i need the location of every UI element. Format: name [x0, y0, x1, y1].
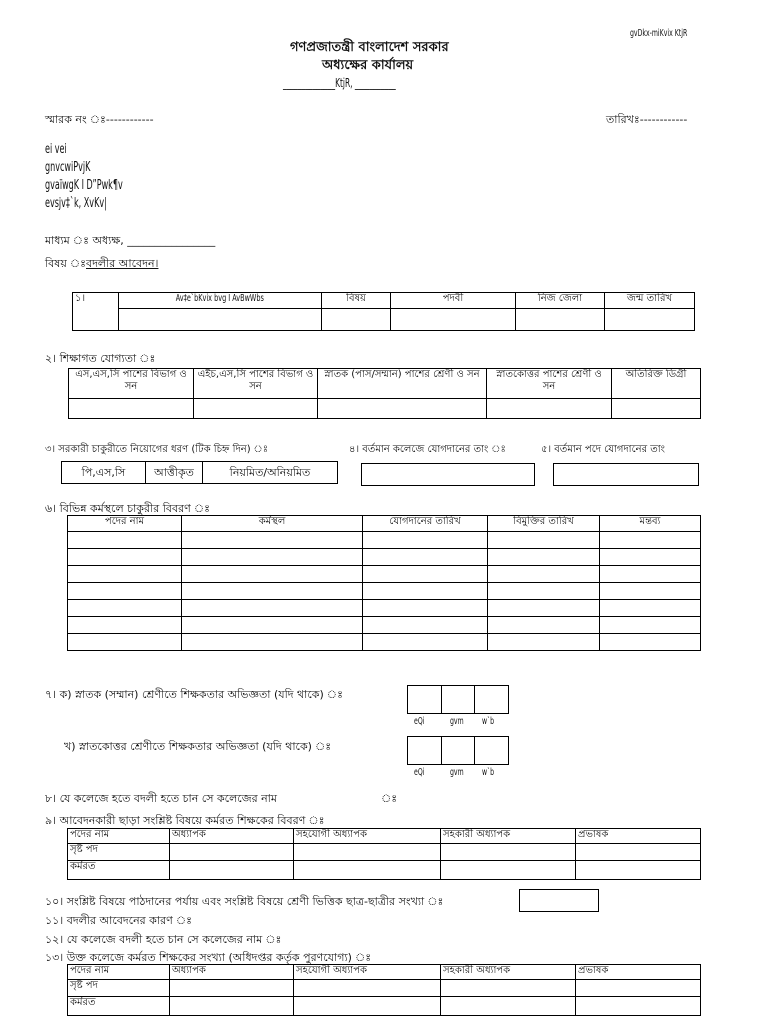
col-post-name: পদের নাম: [68, 965, 170, 980]
table-row: [68, 634, 701, 651]
section-4-title: ৪। বর্তমান কলেজে যোগদানের তাং ঃ: [349, 444, 506, 455]
section-13-title: ১৩। উক্ত কলেজে কর্মরত শিক্ষকের সংখ্যা (অধিদপ্তর কর্তৃক পুরণযোগ্য) ঃ: [45, 951, 372, 964]
input-degree[interactable]: [318, 399, 487, 419]
unit-day: w`b: [482, 767, 495, 778]
college-line: ______________KtjR, ___________: [283, 76, 396, 90]
unit-year: eQi: [414, 767, 425, 778]
row-working: কর্মরত: [68, 861, 170, 880]
option-absorbed[interactable]: আত্তীকৃত: [146, 462, 203, 484]
section-12-title: ১২। যে কলেজে বদলী হতে চান সে কলেজের নাম ঃ: [45, 933, 282, 946]
col-associate-professor: সহযোগী অধ্যাপক: [294, 965, 441, 980]
education-table: [68, 368, 701, 419]
current-post-join-date-input[interactable]: [553, 463, 699, 486]
input-subject[interactable]: [322, 309, 391, 331]
col-extra-degree: অতিরিক্ত ডিগ্রী: [612, 369, 701, 399]
col-lecturer: প্রভাষক: [576, 965, 701, 980]
col-masters: স্নাতকোত্তর পাশের শ্রেণী ও সন: [487, 369, 612, 399]
col-assistant-professor: সহকারী অধ্যাপক: [441, 829, 576, 844]
col-home-district: নিজ জেলা: [516, 293, 605, 309]
col-lecturer: প্রভাষক: [576, 829, 701, 844]
input-home-district[interactable]: [516, 309, 605, 331]
col-birth-date: জন্ম তারিখ: [605, 293, 695, 309]
section-5-title: ৫। বর্তমান পদে যোগদানের তাং: [541, 444, 665, 455]
col-join-date: যোগদানের তারিখ: [363, 516, 488, 532]
table-row: [68, 600, 701, 617]
through-line: মাধ্যম ঃ অধ্যক্ষ, ________________: [45, 234, 216, 247]
section-3-title: ৩। সরকারী চাকুরীতে নিয়োগের ধরণ (টিক চিহ্ন দিন) ঃ: [45, 444, 269, 455]
section-6-title: ৬। বিভিন্ন কর্মস্থলে চাকুরীর বিবরণ ঃ: [45, 502, 211, 515]
recipient-line-1: ei vei: [45, 142, 67, 157]
table-row: [68, 617, 701, 634]
section-11-title: ১১। বদলীর আবেদনের কারণ ঃ: [45, 914, 192, 927]
section-7b-title: খ) স্নাতকোত্তর শ্রেণীতে শিক্ষকতার অভিজ্ঞতা (যদি থাকে) ঃ: [64, 740, 332, 753]
subject-text: বদলীর আবেদন।: [86, 257, 159, 270]
recipient-line-3: gvaïwgK I D”Pwk¶v: [45, 178, 123, 193]
table-row: [68, 566, 701, 583]
teachers-in-subject-table: [67, 828, 701, 880]
col-ssc: এস,এস,সি পাশের বিভাগ ও সন: [69, 369, 194, 399]
col-professor: অধ্যাপক: [170, 965, 294, 980]
office-title: অধ্যক্ষের কার্যালয়: [322, 58, 414, 73]
col-professor: অধ্যাপক: [170, 829, 294, 844]
appointment-type-options: [61, 461, 338, 484]
input-masters[interactable]: [487, 399, 612, 419]
table-row: [68, 532, 701, 549]
target-college-teachers-table: [67, 964, 701, 1016]
recipient-line-4: evsjv‡`k, XvKv|: [45, 196, 107, 211]
input-applicant-name[interactable]: [119, 309, 322, 331]
col-post-name: পদের নাম: [68, 516, 182, 532]
masters-experience-input[interactable]: [407, 736, 509, 765]
row-working: কর্মরত: [68, 997, 170, 1016]
memo-number: স্মারক নং ঃ------------: [45, 113, 154, 126]
col-post-name: পদের নাম: [68, 829, 170, 844]
date-label: তারিখঃ------------: [606, 113, 688, 126]
col-hsc: এইচ,এস,সি পাশের বিভাগ ও সন: [194, 369, 318, 399]
table-row: [68, 583, 701, 600]
serial-number: ১।: [73, 293, 119, 331]
section-8-title: ৮। যে কলেজে হতে বদলী হতে চান সে কলেজের নাম: [45, 792, 277, 805]
subject-label: বিষয় ঃ: [45, 257, 87, 270]
option-psc[interactable]: পি,এস,সি: [62, 462, 146, 484]
government-title: গণপ্রজাতন্ত্রী বাংলাদেশ সরকার: [290, 40, 449, 55]
input-extra-degree[interactable]: [612, 399, 701, 419]
section-7a-title: ৭। ক) স্নাতক (সম্মান) শ্রেণীতে শিক্ষকতার অভিজ্ঞতা (যদি থাকে) ঃ: [45, 688, 343, 701]
row-sanctioned-posts: সৃষ্ট পদ: [68, 844, 170, 861]
section-10-title: ১০। সংশ্লিষ্ট বিষয়ে পাঠদানের পর্যায় এবং সংশ্লিষ্ট বিষয়ে শ্রেণী ভিত্তিক ছাত্র-ছাত্রীর সংখ্যা ঃ: [45, 895, 444, 908]
unit-month: gvm: [450, 767, 464, 778]
col-degree: স্নাতক (পাস/সম্মান) পাশের শ্রেণী ও সন: [318, 369, 487, 399]
unit-day: w`b: [482, 716, 495, 727]
col-applicant-name: Av‡e`bKvix bvg I AvBwWbs: [119, 293, 322, 309]
col-remarks: মন্তব্য: [600, 516, 701, 532]
row-sanctioned-posts: সৃষ্ট পদ: [68, 980, 170, 997]
col-release-date: বিমুক্তির তারিখ: [488, 516, 600, 532]
col-subject: বিষয়: [322, 293, 391, 309]
service-history-table: [67, 515, 701, 651]
honours-experience-input[interactable]: [407, 685, 509, 714]
table-row: [68, 549, 701, 566]
section-2-title: ২। শিক্ষাগত যোগ্যতা ঃ: [45, 352, 156, 365]
col-designation: পদবী: [391, 293, 516, 309]
unit-year: eQi: [414, 716, 425, 727]
form-code: gvDkx-miKvix KtjR: [630, 28, 688, 39]
applicant-info-table: [72, 292, 695, 331]
option-regular-irregular[interactable]: নিয়মিত/অনিয়মিত: [203, 462, 338, 484]
input-hsc[interactable]: [194, 399, 318, 419]
section-8-colon: ঃ: [381, 792, 398, 805]
student-count-input[interactable]: [519, 889, 599, 912]
input-ssc[interactable]: [69, 399, 194, 419]
unit-month: gvm: [450, 716, 464, 727]
col-associate-professor: সহযোগী অধ্যাপক: [294, 829, 441, 844]
col-assistant-professor: সহকারী অধ্যাপক: [441, 965, 576, 980]
input-designation[interactable]: [391, 309, 516, 331]
section-9-title: ৯। আবেদনকারী ছাড়া সংশ্লিষ্ট বিষয়ে কর্মরত শিক্ষকের বিবরণ ঃ: [45, 814, 325, 827]
input-birth-date[interactable]: [605, 309, 695, 331]
current-college-join-date-input[interactable]: [361, 463, 535, 486]
recipient-line-2: gnvcwiPvjK: [45, 160, 91, 175]
col-workplace: কর্মস্থল: [182, 516, 363, 532]
